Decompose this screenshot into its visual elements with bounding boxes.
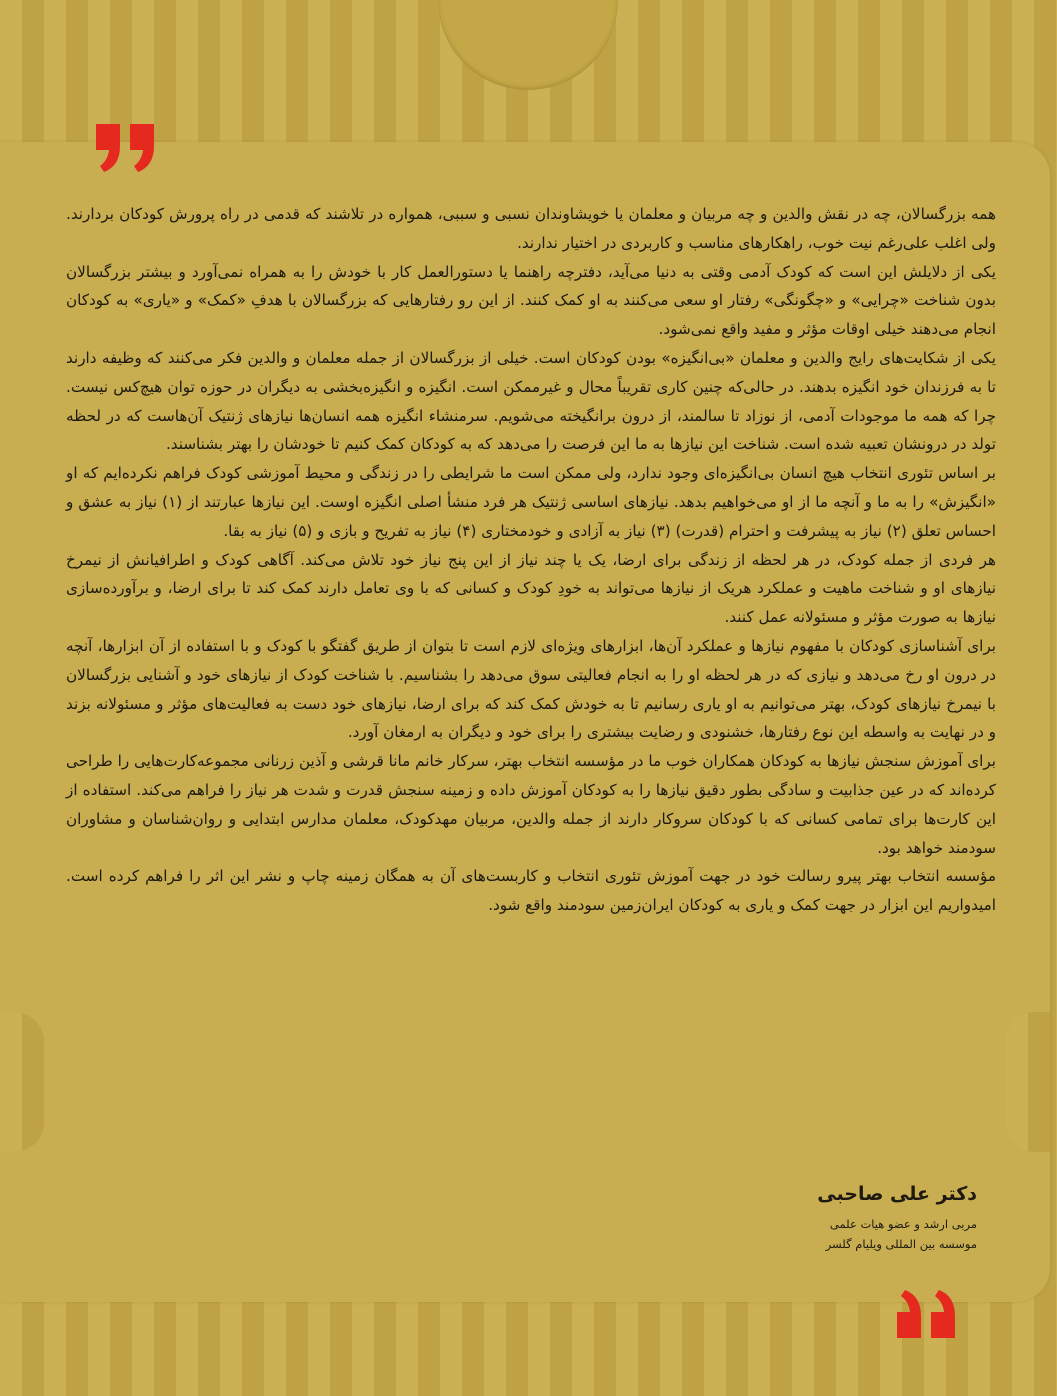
paragraph-6: برای آشناسازی کودکان با مفهوم نیازها و عملکرد آن‌ها، ابزارهای ویژه‌ای لازم است تا بتوان از طریق گفتگو با کودک و با استفاده از آن ابزارها، آنچه در درون او رخ می‌دهد و نیازی که در هر لحظه او را به انجام فعالیتی سوق می‌دهد را بشناسیم. با شناخت کودک از نیازهای خود و آشنایی بزرگسالان با نیمرخ نیازهای کودک، بهتر می‌توانیم به او یاری رسانیم تا به خودش کمک کند که برای ارضا، نیازهای خود دست به فعالیت‌های مؤثر و مسئولانه بزند و در نهایت به واسطه این نوع رفتارها، خشنودی و رضایت بیشتری را برای خود و دیگران به ارمغان آورد. xyxy=(66,636,996,742)
author-name: دکتر علی صاحبی xyxy=(817,1183,977,1205)
paragraph-2: یکی از دلایلش این است که کودک آدمی وقتی به دنیا می‌آید، دفترچه راهنما یا دستورالعمل کار با خودش را به همراه نمی‌آورد و بیشتر بزرگسالان بدون شناخت «چرایی» و «چگونگی» رفتار او سعی می‌کنند به او کمک کنند. از این رو رفتارهایی که بزرگسالان با هدفِ «کمک» و «یاری» به کودکان انجام می‌دهند خیلی اوقات مؤثر و مفید واقع نمی‌شود. xyxy=(66,262,996,339)
author-title-line-2: موسسه بین المللی ویلیام گلسر xyxy=(825,1237,977,1251)
preface-text xyxy=(66,200,996,920)
paragraph-7: برای آموزش سنجش نیازها به کودکان همکاران خوب ما در مؤسسه انتخاب بهتر، سرکار خانم مانا قرشی و آذین زرنانی مجموعه‌کارت‌هایی را طراحی کرده‌اند که در عین جذابیت و سادگی بطور دقیق نیازها را به کودکان آموزش داده و زمینه سنجش قدرت و شدت هر نیاز را فراهم می‌کند. استفاده از این کارت‌ها برای تمامی کسانی که با کودکان سروکار دارند از جمله والدین، مربیان مهدکودک، معلمان مدارس ابتدایی و روان‌شناسان و مشاوران سودمند خواهد بود. xyxy=(66,752,996,857)
paragraph-4: بر اساس تئوری انتخاب هیچ انسان بی‌انگیزه‌ای وجود ندارد، ولی ممکن است ما شرایطی را در زندگی و محیط آموزشی کودک فراهم نکرده‌ایم که او «انگیزش» را به ما و آنچه ما از او می‌خواهیم بدهد. نیازهای اساسی ژنتیک هر فرد منشأ اصلی انگیزه اوست. این نیازها عبارتند از (۱) نیاز به عشق و احساس تعلق (۲) نیاز به پیشرفت و احترام (قدرت) (۳) نیاز به آزادی و خودمختاری (۴) نیاز به تفریح و بازی و (۵) نیاز به بقا. xyxy=(66,464,996,540)
author-title-line-1: مربی ارشد و عضو هیات علمی xyxy=(829,1217,977,1231)
card-right-notch xyxy=(1006,1012,1050,1152)
card-left-notch xyxy=(0,1012,44,1152)
closing-quote-icon xyxy=(893,1288,959,1342)
opening-quote-icon xyxy=(92,120,158,174)
author-signature xyxy=(817,1180,977,1254)
paragraph-3: یکی از شکایت‌های رایج والدین و معلمان «بی‌انگیزه» بودن کودکان است. خیلی از بزرگسالان از جمله معلمان و والدین فکر می‌کنند که وظیفه دارند تا به فرزندان خود انگیزه بدهند. در حالی‌که چنین کاری تقریباً محال و غیرممکن است. انگیزه و انگیزه‌بخشی به دیگران در حوزه توان هیچ‌کس نیست. چرا که همه ما موجودات آدمی، از نوزاد تا سالمند، از درون برانگیخته می‌شویم. سرمنشاء انگیزه همه انسان‌ها نیازهای ژنتیک آن‌هاست که در لحظه تولد در درونشان تعبیه شده است. شناخت این نیازها به ما این فرصت را می‌دهد که به کودکان کمک کنیم تا خودشان را بهتر بشناسند. xyxy=(66,348,996,454)
paragraph-1: همه بزرگسالان، چه در نقش والدین و چه مربیان و معلمان یا خویشاوندان نسبی و سببی، همواره در تلاشند که قدمی در راه پرورش کودکان بردارند. ولی اغلب علی‌رغم نیت خوب، راهکارهای مناسب و کاربردی در اختیار ندارند. xyxy=(66,205,996,252)
paragraph-5: هر فردی از جمله کودک، در هر لحظه از زندگی برای ارضا، یک یا چند نیاز از این پنج نیاز خود تلاش می‌کند. آگاهی کودک و اطرافیانش از نیمرخ نیازهای او و شناخت ماهیت و عملکرد هریک از نیازها می‌تواند به خودِ کودک و کسانی که با وی تعامل دارند کمک کند تا برای ارضا، و برآورده‌سازی نیازها به صورت مؤثر و مسئولانه عمل کنند. xyxy=(66,550,996,627)
paragraph-8: مؤسسه انتخاب بهتر پیرو رسالت خود در جهت آموزش تئوری انتخاب و کاربست‌های آن به همگان زمینه چاپ و نشر این اثر را فراهم کرده است. امیدواریم این ابزار در جهت کمک و یاری به کودکان ایران‌زمین سودمند واقع شود. xyxy=(66,867,996,915)
